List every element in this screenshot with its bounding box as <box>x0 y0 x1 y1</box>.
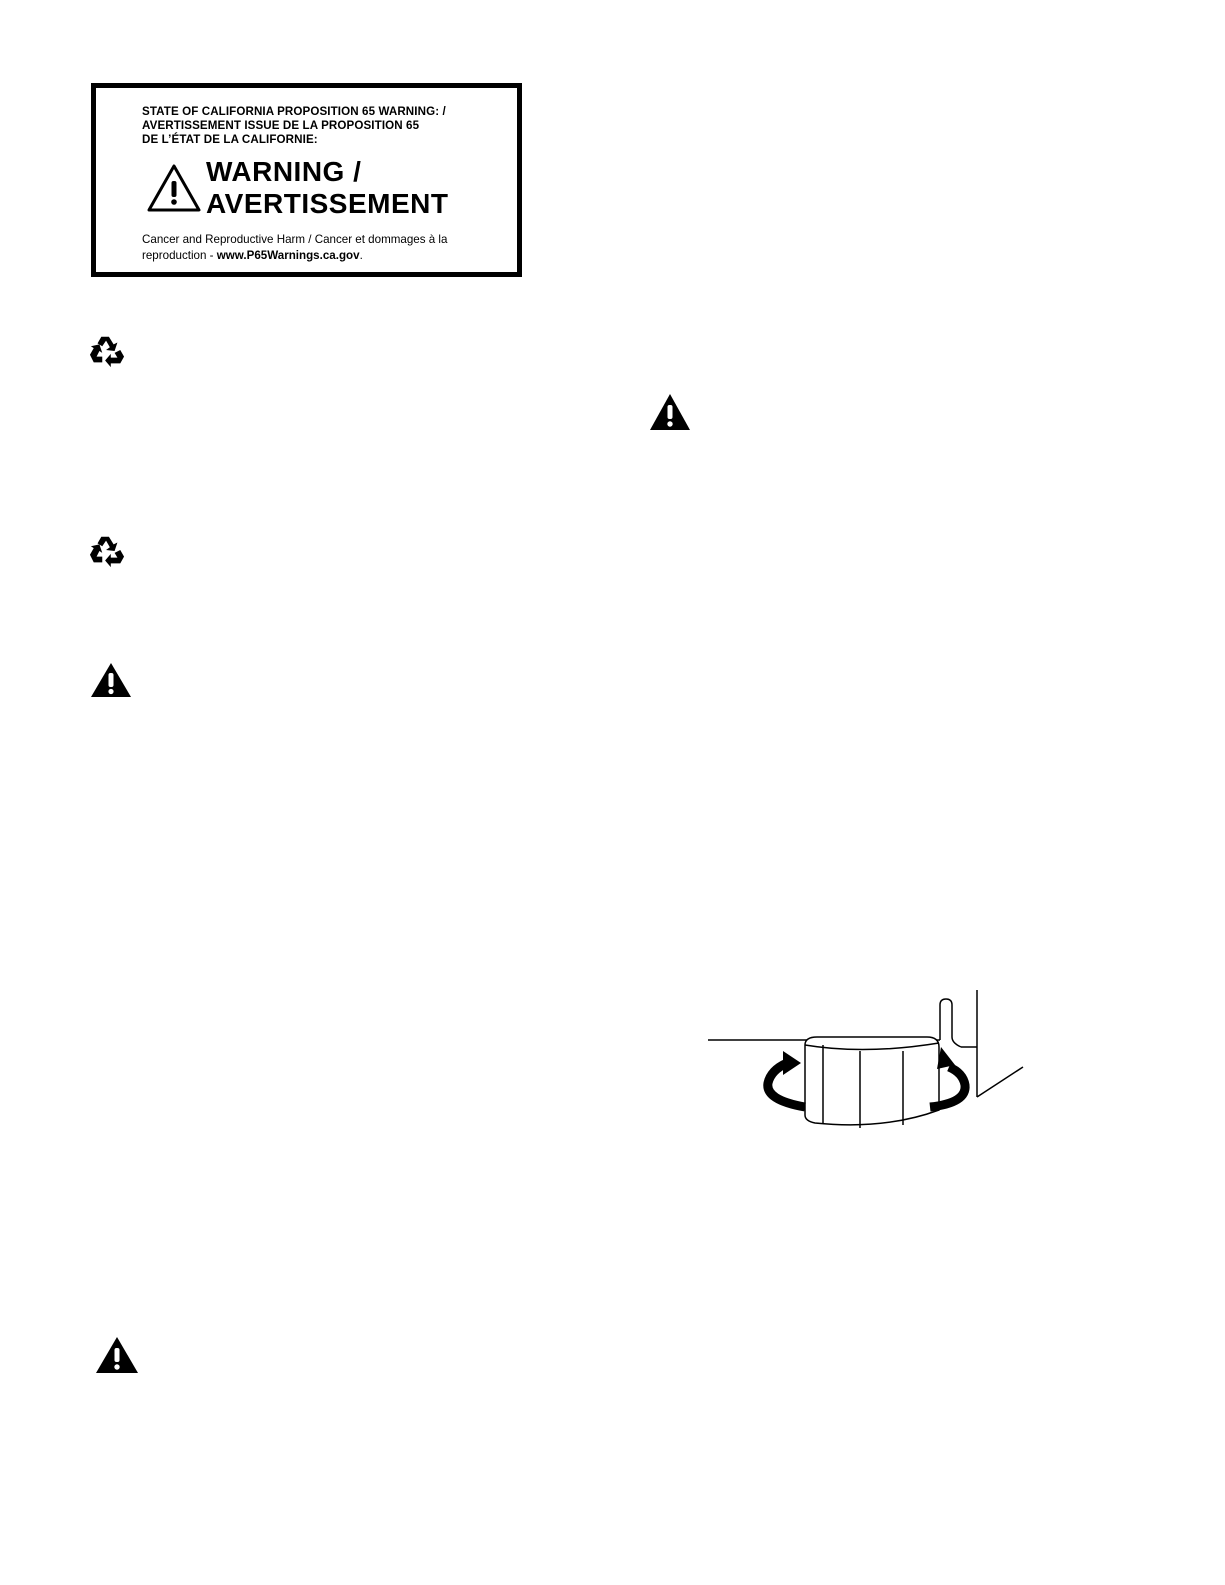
warning-outline-icon <box>146 163 202 213</box>
prop65-footer-prefix: reproduction - <box>142 249 217 262</box>
prop65-title-line-1: WARNING / <box>206 156 362 187</box>
prop65-header-line-3: DE L’ÉTAT DE LA CALIFORNIE: <box>142 133 318 146</box>
prop65-warning-label <box>91 83 522 277</box>
warning-triangle-icon <box>95 1336 139 1374</box>
leveling-foot-illustration <box>705 985 1030 1130</box>
prop65-header-line-1: STATE OF CALIFORNIA PROPOSITION 65 WARNING: / <box>142 105 446 118</box>
prop65-header-line-2: AVERTISSEMENT ISSUE DE LA PROPOSITION 65 <box>142 119 420 132</box>
recycle-icon <box>88 333 126 369</box>
prop65-title-line-2: AVERTISSEMENT <box>206 188 449 219</box>
prop65-title <box>206 156 448 220</box>
warning-triangle-icon <box>90 662 132 698</box>
warning-triangle-icon <box>649 393 691 431</box>
prop65-footer-line-2 <box>142 248 512 264</box>
prop65-url: www.P65Warnings.ca.gov <box>216 249 360 262</box>
prop65-footer-line-1: Cancer and Reproductive Harm / Cancer et dommages à la <box>142 233 448 246</box>
recycle-icon <box>88 533 126 569</box>
prop65-footer-suffix: . <box>359 249 363 262</box>
prop65-header <box>142 105 512 147</box>
prop65-footer <box>142 232 512 264</box>
